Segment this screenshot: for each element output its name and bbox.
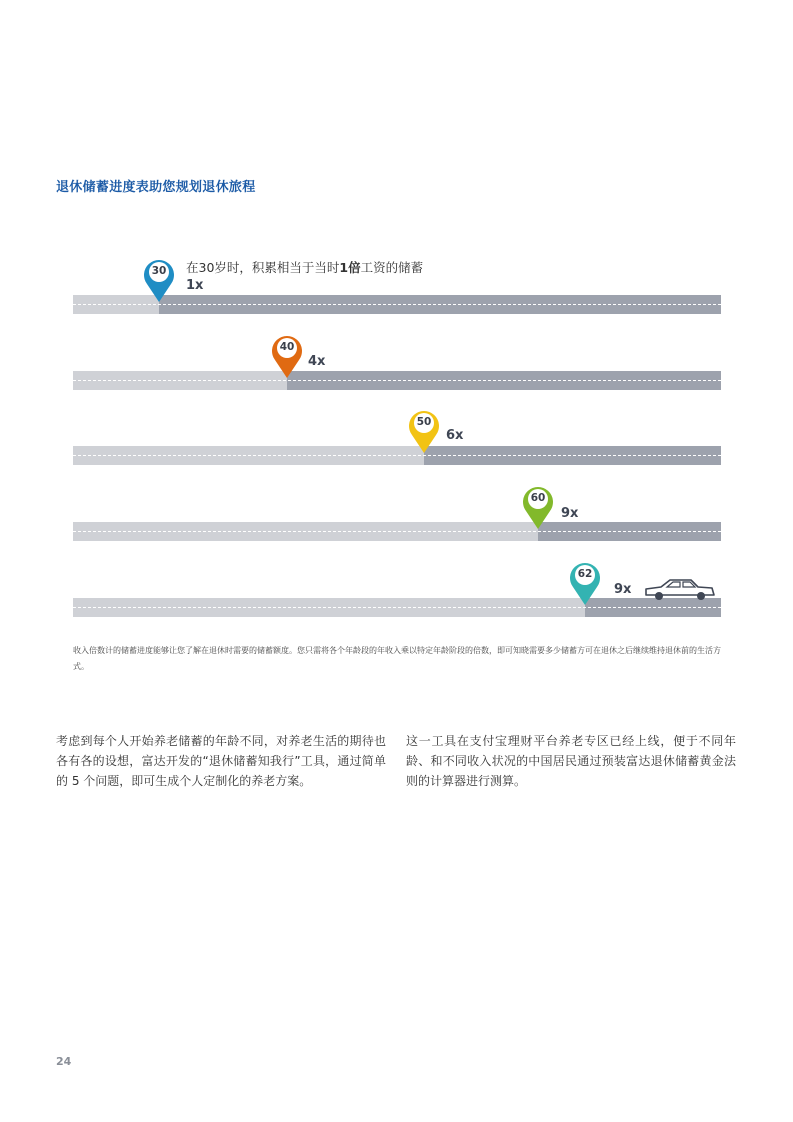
- callout-text-pre: 在30岁时，积累相当于当时: [186, 260, 340, 275]
- age-60-pin-icon: [521, 484, 555, 530]
- age-30-pin-icon: [142, 257, 176, 303]
- savings-road-60: [73, 522, 721, 541]
- age-50-pin-icon: [407, 408, 441, 454]
- callout-text-bold: 1倍: [339, 260, 361, 275]
- savings-road-40: [73, 371, 721, 390]
- milestone-callout: [186, 258, 423, 276]
- pin-age-label: 60: [530, 492, 546, 504]
- multiple-label-30: 1x: [186, 278, 204, 293]
- multiple-label-60: 9x: [561, 506, 579, 521]
- chart-caption: 收入倍数计的储蓄进度能够让您了解在退休时需要的储蓄额度。您只需将各个年龄段的年收入乘以特定年龄阶段的倍数，即可知晓需要多少储蓄方可在退休之后继续维持退休前的生活方式。: [73, 646, 721, 671]
- age-40-pin-icon: [270, 333, 304, 379]
- body-paragraph-left: 考虑到每个人开始养老储蓄的年龄不同，对养老生活的期待也各有各的设想，富达开发的“退休储蓄知我行”工具，通过简单的 5 个问题，即可生成个人定制化的养老方案。: [56, 734, 386, 788]
- age-62-pin-icon: [568, 560, 602, 606]
- multiple-label-40: 4x: [308, 354, 326, 369]
- car-icon: [643, 577, 719, 607]
- page-title: 退休储蓄进度表助您规划退休旅程: [56, 180, 256, 195]
- road-centerline: [73, 607, 721, 608]
- body-paragraph-right: 这一工具在支付宝理财平台养老专区已经上线，便于不同年龄、和不同收入状况的中国居民通过预装富达退休储蓄黄金法则的计算器进行测算。: [406, 734, 736, 788]
- road-centerline: [73, 455, 721, 456]
- pin-age-label: 50: [416, 416, 432, 428]
- pin-age-label: 40: [279, 341, 295, 353]
- page-number: 24: [56, 1055, 72, 1068]
- multiple-label-50: 6x: [446, 428, 464, 443]
- savings-road-50: [73, 446, 721, 465]
- savings-road-62: [73, 598, 721, 617]
- pin-age-label: 62: [577, 568, 593, 580]
- multiple-label-62: 9x: [614, 582, 632, 597]
- road-centerline: [73, 304, 721, 305]
- road-centerline: [73, 531, 721, 532]
- road-centerline: [73, 380, 721, 381]
- pin-age-label: 30: [151, 265, 167, 277]
- callout-text-post: 工资的储蓄: [360, 260, 424, 275]
